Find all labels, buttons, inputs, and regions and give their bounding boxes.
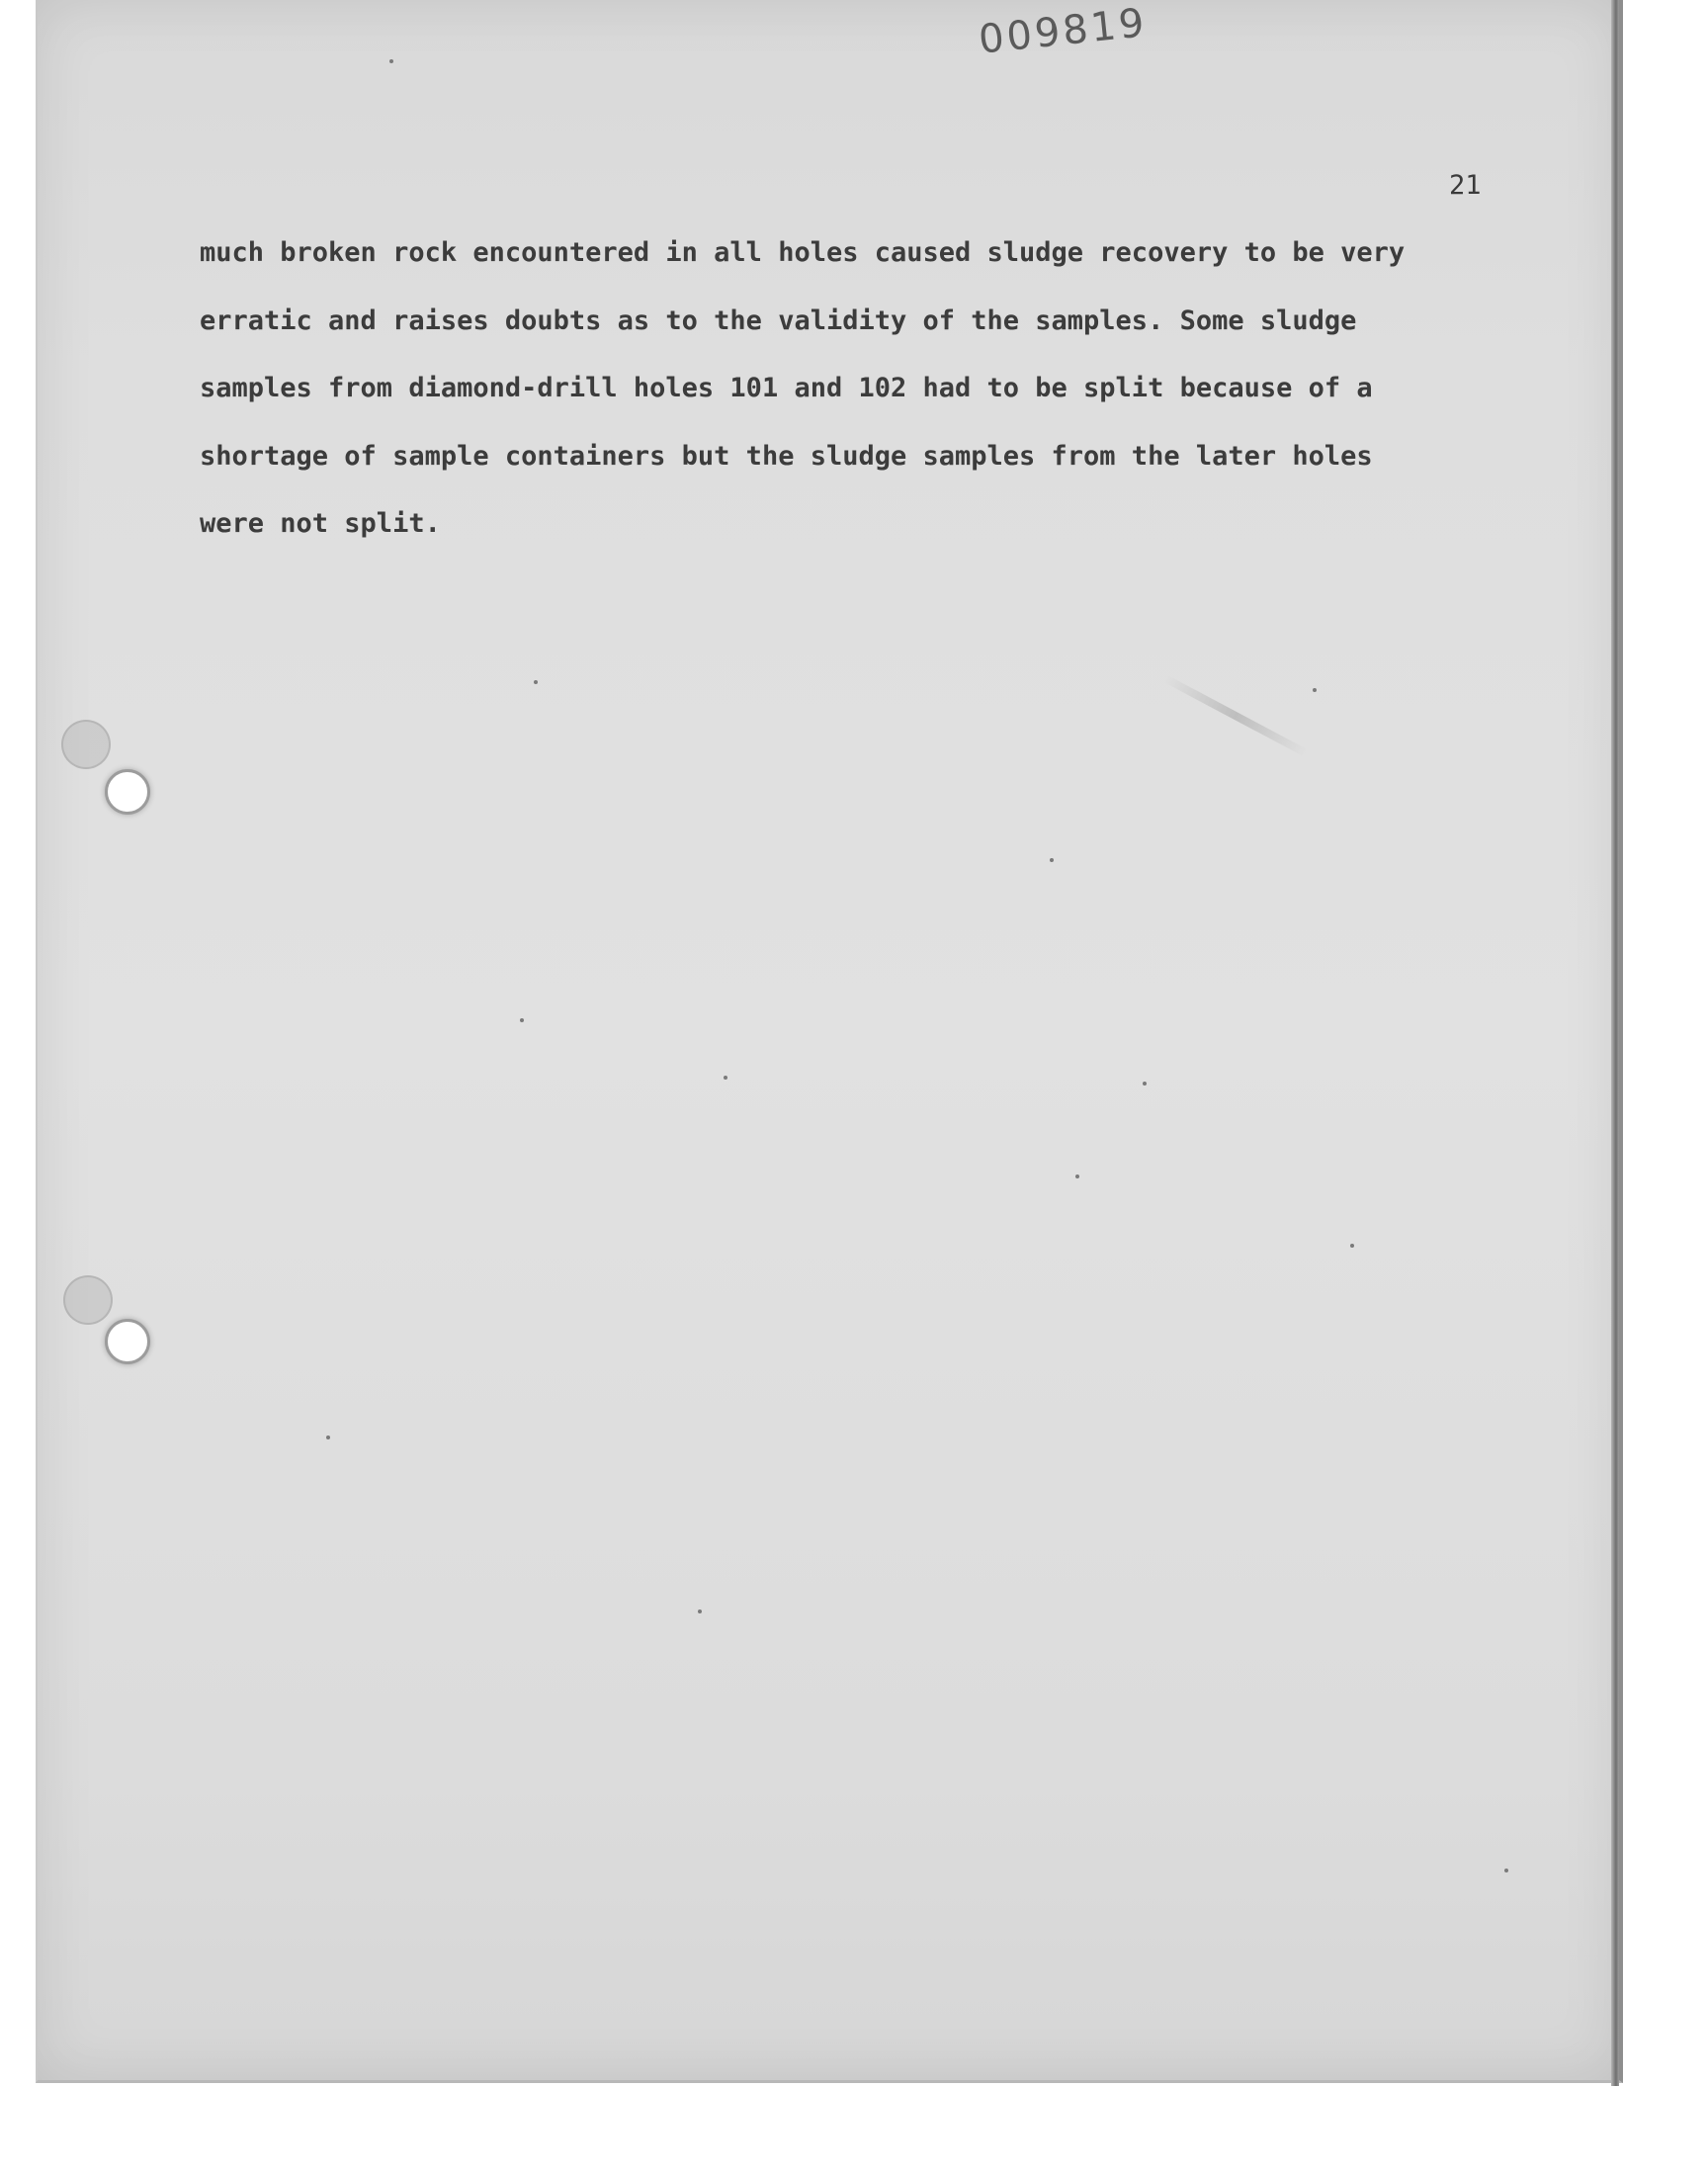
page-number: 21	[1449, 170, 1482, 201]
punch-hole-smudge	[61, 720, 111, 769]
speck	[1350, 1244, 1354, 1248]
speck	[1075, 1174, 1079, 1178]
speck	[1050, 858, 1054, 862]
text-line: shortage of sample containers but the sludge samples from the later holes	[200, 440, 1373, 472]
body-paragraph	[200, 233, 1485, 572]
punch-hole	[105, 769, 150, 815]
text-line: erratic and raises doubts as to the validity of the samples. Some sludge	[200, 304, 1357, 336]
speck	[520, 1018, 524, 1022]
punch-hole	[105, 1319, 150, 1364]
speck	[1504, 1869, 1508, 1872]
speck	[389, 59, 393, 63]
speck	[534, 680, 538, 684]
speck	[1313, 688, 1317, 692]
speck	[326, 1436, 330, 1439]
speck	[724, 1076, 727, 1080]
text-line: much broken rock encountered in all holes caused sludge recovery to be very	[200, 237, 1406, 268]
text-line: were not split.	[200, 508, 441, 539]
reference-number: 009819	[977, 0, 1150, 63]
punch-hole-smudge	[63, 1275, 113, 1325]
sheet-edge-shadow	[1611, 0, 1619, 2086]
speck	[1143, 1082, 1147, 1086]
text-line: samples from diamond-drill holes 101 and 102 had to be split because of a	[200, 373, 1373, 403]
speck	[698, 1610, 702, 1613]
